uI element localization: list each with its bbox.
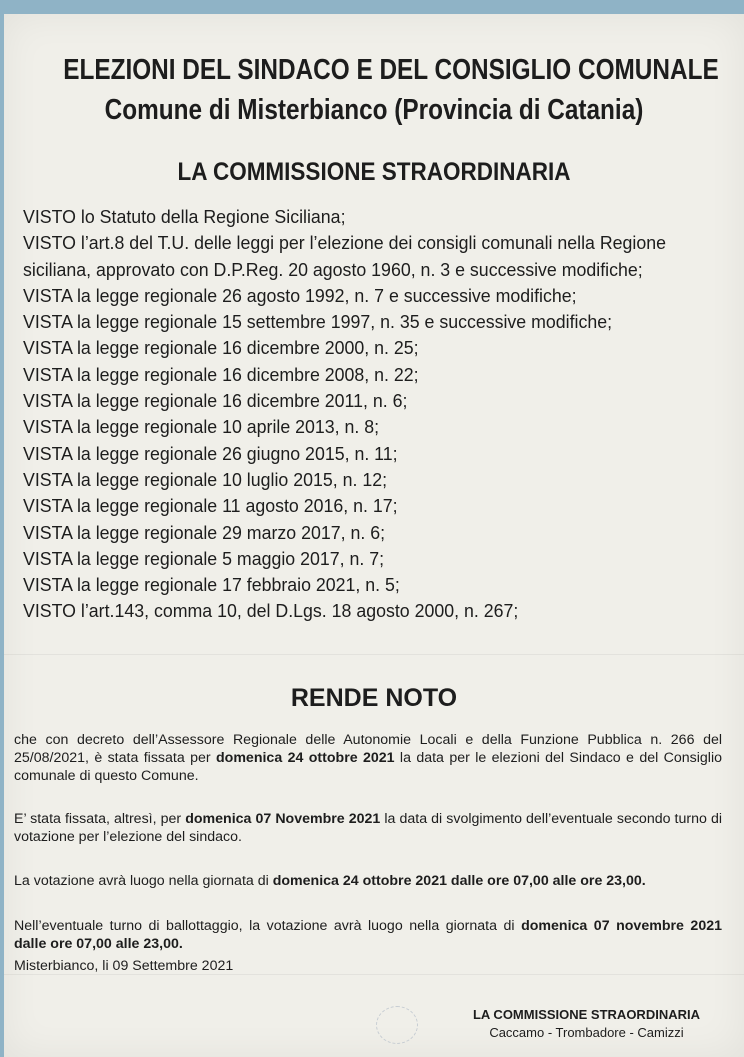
visto-line: VISTA la legge regionale 26 agosto 1992, n. 7 e successive modifiche; (23, 284, 577, 306)
visto-line: VISTA la legge regionale 11 agosto 2016, n. 17; (23, 495, 398, 517)
visto-line: VISTA la legge regionale 29 marzo 2017, n. 6; (23, 521, 386, 543)
runoff-paragraph (14, 810, 722, 846)
visto-line: VISTO l’art.143, comma 10, del D.Lgs. 18 agosto 2000, n. 267; (23, 600, 519, 622)
text-span: che con decreto dell’Assessore Regionale delle Autonomie Locali e della Funzione Pubblica n. 266 del 25/08/2021, è stata fissata per (14, 732, 722, 766)
text-span: La votazione avrà luogo nella giornata di (14, 873, 273, 889)
runoff-date: domenica 07 Novembre 2021 (185, 811, 381, 827)
visto-line: VISTA la legge regionale 10 aprile 2013, n. 8; (23, 416, 380, 438)
signature-block (473, 1006, 700, 1042)
poster-subtitle: Comune di Misterbianco (Provincia di Catania) (104, 94, 644, 126)
place-date: Misterbianco, li 09 Settembre 2021 (14, 958, 234, 974)
visto-line: VISTA la legge regionale 10 luglio 2015, n. 12; (23, 468, 388, 490)
voting-hours-paragraph (14, 872, 722, 890)
voting-hours: domenica 24 ottobre 2021 dalle ore 07,00 alle ore 23,00. (272, 873, 646, 889)
faint-stamp (376, 1006, 418, 1044)
text-span: Nell’eventuale turno di ballottaggio, la votazione avrà luogo nella giornata di (14, 918, 522, 934)
text-span: E’ stata fissata, altresì, per (14, 811, 186, 827)
visto-line: VISTA la legge regionale 5 maggio 2017, n. 7; (23, 547, 385, 569)
runoff-hours-paragraph (14, 917, 722, 953)
runoff-hours: domenica 07 novembre 2021 dalle ore 07,00 alle 23,00. (14, 918, 722, 952)
signature-title: LA COMMISSIONE STRAORDINARIA (472, 1007, 700, 1022)
election-date: domenica 24 ottobre 2021 (215, 750, 395, 766)
election-poster (4, 14, 744, 1057)
visto-line: VISTO lo Statuto della Regione Siciliana; (23, 206, 346, 227)
visto-line: VISTA la legge regionale 16 dicembre 2000, n. 25; (23, 337, 419, 359)
visto-line: VISTA la legge regionale 16 dicembre 2008, n. 22; (23, 363, 419, 385)
visto-line: siciliana, approvato con D.P.Reg. 20 agosto 1960, n. 3 e successive modifiche; (23, 258, 643, 280)
authority-heading: LA COMMISSIONE STRAORDINARIA (177, 158, 571, 186)
text-span: la data di svolgimento dell’eventuale secondo turno di votazione per l’elezione del sindaco. (14, 811, 722, 845)
visto-line: VISTA la legge regionale 17 febbraio 2021, n. 5; (23, 574, 400, 596)
signature-names: Caccamo - Trombadore - Camizzi (489, 1025, 684, 1040)
text-span: la data per le elezioni del Sindaco e del Consiglio comunale di questo Comune. (14, 750, 722, 784)
visto-line: VISTA la legge regionale 15 settembre 1997, n. 35 e successive modifiche; (23, 311, 613, 333)
paper-fold (4, 654, 744, 655)
visto-line: VISTA la legge regionale 26 giugno 2015, n. 11; (23, 442, 398, 464)
poster-title: ELEZIONI DEL SINDACO E DEL CONSIGLIO COMUNALE (63, 54, 719, 86)
decree-paragraph (14, 731, 722, 785)
visto-line: VISTA la legge regionale 16 dicembre 2011, n. 6; (23, 390, 408, 412)
visti-list (23, 204, 738, 625)
visto-line: VISTO l’art.8 del T.U. delle leggi per l’elezione dei consigli comunali nella Regione (23, 232, 667, 254)
rende-noto-heading: RENDE NOTO (290, 684, 458, 712)
paper-fold (4, 974, 744, 975)
